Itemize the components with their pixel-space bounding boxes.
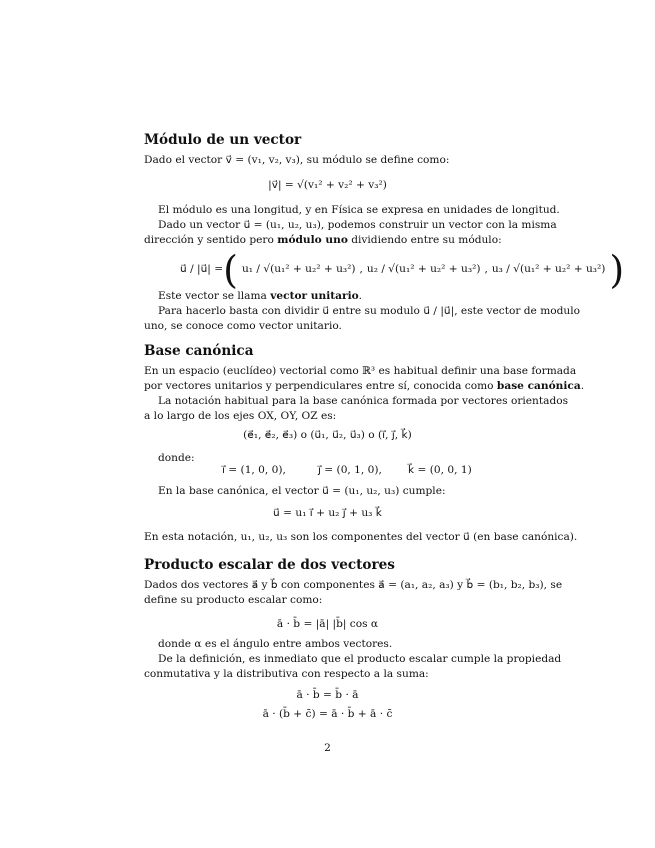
paragraph-modulo-intro: Dado el vector v⃗ = (v₁, v₂, v₃), su módulo se define como: bbox=[144, 154, 450, 166]
paragraph-producto-line2: define su producto escalar como: bbox=[144, 594, 323, 606]
text: Para hacerlo basta con dividir u⃗ entre su modulo bbox=[158, 305, 420, 317]
paragraph-base-line1: En un espacio (euclídeo) vectorial como ℝ³ es habitual definir una base formada bbox=[144, 365, 577, 377]
section-title-modulo: Módulo de un vector bbox=[144, 132, 302, 148]
paragraph-notacion-line2: a lo largo de los ejes OX, OY, OZ es: bbox=[144, 410, 337, 422]
formula-combinacion: u⃗ = u₁ i⃗ + u₂ j⃗ + u₃ k⃗ bbox=[273, 507, 382, 519]
formula-bases: (e⃗₁, e⃗₂, e⃗₃) o (u⃗₁, u⃗₂, u⃗₃) o (i⃗, j⃗, k⃗) bbox=[243, 429, 412, 441]
label-donde: donde: bbox=[158, 452, 195, 464]
formula-lhs: u⃗ / |u⃗| = bbox=[180, 263, 224, 276]
formula-vec-k: k⃗ = (0, 0, 1) bbox=[408, 464, 472, 476]
paragraph-angulo: donde α es el ángulo entre ambos vectores. bbox=[158, 638, 393, 650]
section-title-base: Base canónica bbox=[144, 343, 254, 359]
paragraph-dividir-line2: uno, se conoce como vector unitario. bbox=[144, 320, 342, 332]
page-number: 2 bbox=[324, 742, 331, 754]
paragraph-componentes: En esta notación, u₁, u₂, u₃ son los componentes del vector u⃗ (en base canónica). bbox=[144, 531, 578, 543]
text: , este vector de modulo bbox=[454, 305, 580, 317]
paragraph-dividir-line1 bbox=[144, 304, 580, 320]
paragraph-propiedades-line1: De la definición, es inmediato que el producto escalar cumple la propiedad bbox=[158, 653, 562, 665]
left-paren-icon: ( bbox=[223, 248, 238, 292]
formula-producto-escalar: ā · b̄ = |ā| |b̄| cos α bbox=[276, 618, 379, 630]
text: por vectores unitarios y perpendiculares entre sí, conocida como bbox=[144, 380, 494, 392]
paragraph-unitario-line2 bbox=[144, 233, 502, 249]
unit-term-1: u₁ / √(u₁² + u₂² + u₃²) bbox=[241, 263, 356, 276]
bold-modulo-uno: módulo uno bbox=[277, 234, 348, 246]
section-title-producto: Producto escalar de dos vectores bbox=[144, 557, 395, 573]
formula-vec-j: j⃗ = (0, 1, 0), bbox=[318, 464, 382, 476]
unit-term-2: u₂ / √(u₁² + u₂² + u₃²) bbox=[366, 263, 481, 276]
formula-modulo: |v⃗| = √(v₁² + v₂² + v₃²) bbox=[268, 179, 387, 191]
text: . bbox=[358, 290, 363, 302]
paragraph-cumple: En la base canónica, el vector u⃗ = (u₁, u₂, u₃) cumple: bbox=[158, 485, 446, 497]
unit-term-3: u₃ / √(u₁² + u₂² + u₃²) bbox=[491, 263, 606, 276]
formula-conmutativa: ā · b̄ = b̄ · ā bbox=[296, 689, 359, 701]
formula-vec-i: i⃗ = (1, 0, 0), bbox=[222, 464, 286, 476]
paragraph-notacion-line1: La notación habitual para la base canónica formada por vectores orientados bbox=[158, 395, 569, 407]
paragraph-producto-line1: Dados dos vectores a⃗ y b⃗ con componentes a⃗ = (a₁, a₂, a₃) y b⃗ = (b₁, b₂, b₃), se bbox=[144, 579, 563, 591]
paragraph-vector-unitario bbox=[144, 289, 362, 305]
text: dirección y sentido pero bbox=[144, 234, 274, 246]
inline-fraction: u⃗ / |u⃗| bbox=[423, 305, 455, 317]
paragraph-base-line2 bbox=[144, 379, 584, 395]
bold-vector-unitario: vector unitario bbox=[270, 290, 359, 302]
text: dividiendo entre su módulo: bbox=[351, 234, 502, 246]
right-paren-icon: ) bbox=[609, 248, 625, 292]
bold-base-canonica: base canónica bbox=[496, 380, 581, 392]
paragraph-propiedades-line2: conmutativa y la distributiva con respecto a la suma: bbox=[144, 668, 429, 680]
formula-distributiva: ā · (b̄ + c̄) = ā · b̄ + ā · c̄ bbox=[262, 708, 393, 720]
paragraph-modulo-longitud: El módulo es una longitud, y en Física se expresa en unidades de longitud. bbox=[158, 204, 560, 216]
paragraph-unitario-line1: Dado un vector u⃗ = (u₁, u₂, u₃), podemos construir un vector con la misma bbox=[158, 219, 557, 231]
text: Este vector se llama bbox=[158, 290, 267, 302]
text: . bbox=[580, 380, 585, 392]
formula-vector-unitario: u⃗ / |u⃗| = ( u₁ / √(u₁² + u₂² + u₃²) , u₂ / √(u₁² + u₂² + u₃²) , u₃ / √(u₁² + u₂² + u₃²) ) bbox=[180, 248, 625, 292]
